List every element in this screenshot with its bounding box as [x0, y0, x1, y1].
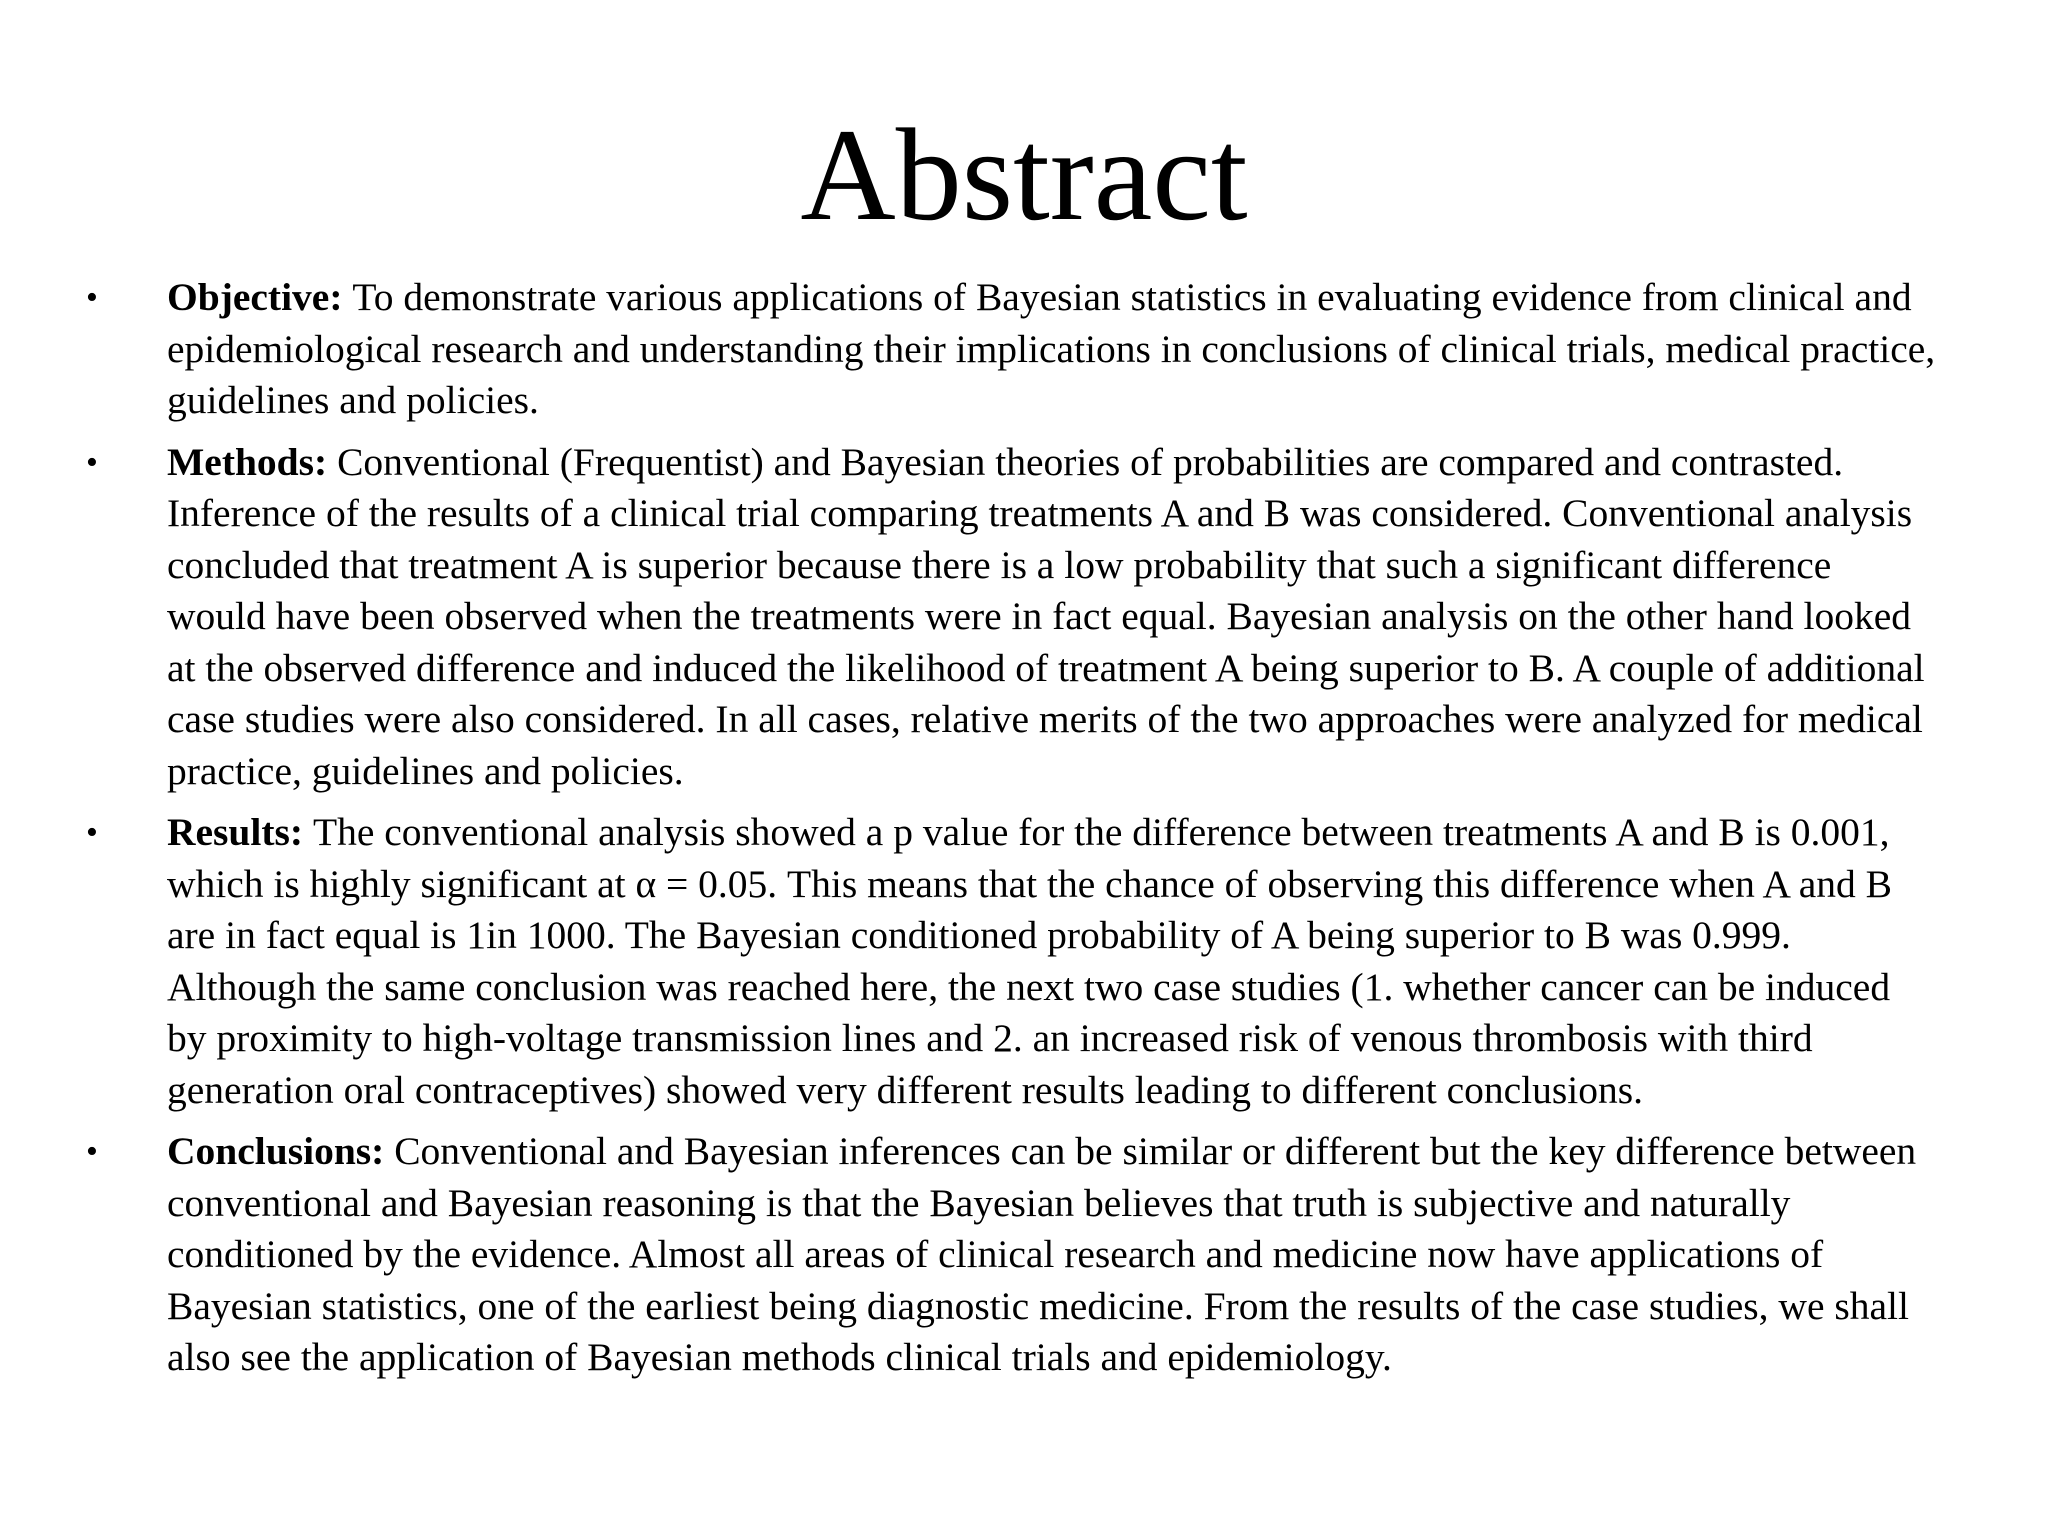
bullet-icon: • — [86, 814, 98, 851]
bullet-icon: • — [86, 1133, 98, 1170]
section-text: Conventional and Bayesian inferences can be similar or different but the key difference between conventional and Bayesian reasoning is that the Bayesian believes that truth is subjective and naturally conditioned by the evidence. Almost all areas of clinical research and medicine now have applications of Bayesian statistics, one of the earliest being diagnostic medicine. From the results of the case studies, we shall also see the application of Bayesian methods clinical trials and epidemiology. — [167, 1129, 1917, 1379]
bullet-icon: • — [86, 279, 98, 316]
bullet-methods — [0, 437, 1937, 798]
section-text: The conventional analysis showed a p value for the difference between treatments A and B is 0.001, which is highly significant at α = 0.05. This means that the chance of observing this difference when A and B are in fact equal is 1in 1000. The Bayesian conditioned probability of A being superior to B was 0.999. Although the same conclusion was reached here, the next two case studies (1. whether cancer can be induced by proximity to high-voltage transmission lines and 2. an increased risk of venous thrombosis with third generation oral contraceptives) showed very different results leading to different conclusions. — [167, 810, 1893, 1112]
section-label: Results: — [167, 810, 313, 854]
abstract-bullet-list — [0, 272, 2048, 1394]
section-text: Conventional (Frequentist) and Bayesian theories of probabilities are compared and contrasted. Inference of the results of a clinical trial comparing treatments A and B was considered. Conventional analysis concluded that treatment A is superior because there is a low probability that such a significant difference would have been observed when the treatments were in fact equal. Bayesian analysis on the other hand looked at the observed difference and induced the likelihood of treatment A being superior to B. A couple of additional case studies were also considered. In all cases, relative merits of the two approaches were analyzed for medical practice, guidelines and policies. — [167, 439, 1925, 793]
slide-title: Abstract — [800, 101, 1248, 248]
section-label: Conclusions: — [167, 1129, 395, 1173]
bullet-conclusions — [0, 1126, 1937, 1384]
section-text: To demonstrate various applications of Bayesian statistics in evaluating evidence from clinical and epidemiological research and understanding their implications in conclusions of clinical trials, medical practice, guidelines and policies. — [167, 275, 1936, 422]
section-label: Methods: — [167, 439, 338, 484]
bullet-icon: • — [86, 443, 98, 481]
section-label: Objective: — [167, 275, 353, 319]
bullet-results — [0, 807, 1937, 1116]
bullet-objective — [0, 272, 1937, 427]
